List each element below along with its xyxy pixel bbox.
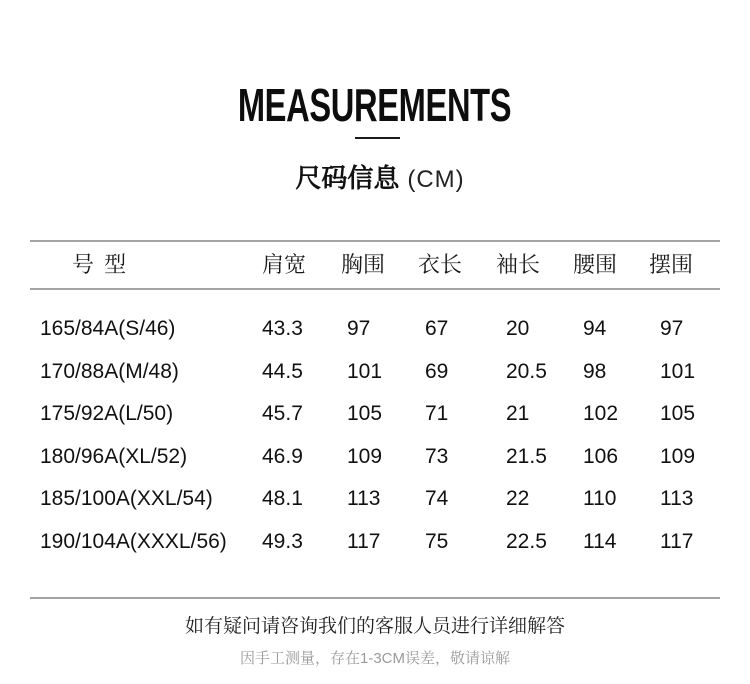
table-header-row <box>0 250 750 280</box>
section-heading <box>0 160 750 196</box>
cell-length: 74 <box>425 487 449 510</box>
cell-shoulder: 43.3 <box>262 317 303 340</box>
cell-chest: 117 <box>347 530 381 553</box>
measurement-disclaimer: 因手工测量，存在1-3CM误差，敬请谅解 <box>239 650 510 667</box>
section-heading-main: 尺码信息 <box>295 163 400 193</box>
cell-waist: 106 <box>583 445 619 468</box>
cell-hem: 113 <box>660 487 694 510</box>
cell-size: 165/84A(S/46) <box>40 317 176 340</box>
cell-length: 73 <box>425 445 449 468</box>
header-cell-size: 号 型 <box>72 252 129 277</box>
cell-sleeve: 20.5 <box>506 360 547 383</box>
cell-waist: 114 <box>583 530 617 553</box>
title-underline <box>355 137 400 139</box>
cell-chest: 101 <box>347 360 383 383</box>
section-heading-unit: (CM) <box>407 166 465 193</box>
cell-hem: 117 <box>660 530 694 553</box>
cell-length: 69 <box>425 360 449 383</box>
header-cell-shoulder: 肩宽 <box>262 252 307 277</box>
cell-size: 190/104A(XXXL/56) <box>40 530 227 553</box>
cell-size: 175/92A(L/50) <box>40 402 174 425</box>
cell-chest: 105 <box>347 402 383 425</box>
cell-sleeve: 22.5 <box>506 530 547 553</box>
cell-chest: 113 <box>347 487 381 510</box>
table-top-rule <box>30 240 720 242</box>
header-cell-chest: 胸围 <box>341 252 386 277</box>
cell-waist: 102 <box>583 402 619 425</box>
cell-size: 180/96A(XL/52) <box>40 445 188 468</box>
table-bottom-rule <box>30 597 720 599</box>
table-row <box>0 442 750 472</box>
cell-hem: 97 <box>660 317 684 340</box>
cell-waist: 98 <box>583 360 607 383</box>
cell-shoulder: 48.1 <box>262 487 303 510</box>
header-cell-length: 衣长 <box>418 252 463 277</box>
table-row <box>0 484 750 514</box>
cell-length: 67 <box>425 317 449 340</box>
cell-chest: 97 <box>347 317 371 340</box>
cell-hem: 109 <box>660 445 696 468</box>
header-cell-sleeve: 袖长 <box>496 252 541 277</box>
contact-note: 如有疑问请咨询我们的客服人员进行详细解答 <box>184 616 565 637</box>
table-row <box>0 527 750 557</box>
table-row <box>0 357 750 387</box>
cell-sleeve: 21.5 <box>506 445 547 468</box>
cell-waist: 110 <box>583 487 617 510</box>
header-cell-waist: 腰围 <box>573 252 618 277</box>
cell-chest: 109 <box>347 445 383 468</box>
cell-shoulder: 49.3 <box>262 530 303 553</box>
cell-shoulder: 45.7 <box>262 402 303 425</box>
table-header-rule <box>30 288 720 290</box>
page-title <box>0 80 750 130</box>
cell-shoulder: 46.9 <box>262 445 303 468</box>
table-row <box>0 314 750 344</box>
cell-sleeve: 22 <box>506 487 530 510</box>
cell-size: 185/100A(XXL/54) <box>40 487 213 510</box>
cell-hem: 101 <box>660 360 696 383</box>
header-cell-hem: 摆围 <box>649 252 694 277</box>
cell-size: 170/88A(M/48) <box>40 360 179 383</box>
cell-sleeve: 21 <box>506 402 530 425</box>
cell-hem: 105 <box>660 402 696 425</box>
cell-waist: 94 <box>583 317 607 340</box>
cell-length: 75 <box>425 530 449 553</box>
cell-shoulder: 44.5 <box>262 360 303 383</box>
cell-sleeve: 20 <box>506 317 530 340</box>
table-row <box>0 399 750 429</box>
cell-length: 71 <box>425 402 449 425</box>
page-title-text: MEASUREMENTS <box>238 79 512 131</box>
